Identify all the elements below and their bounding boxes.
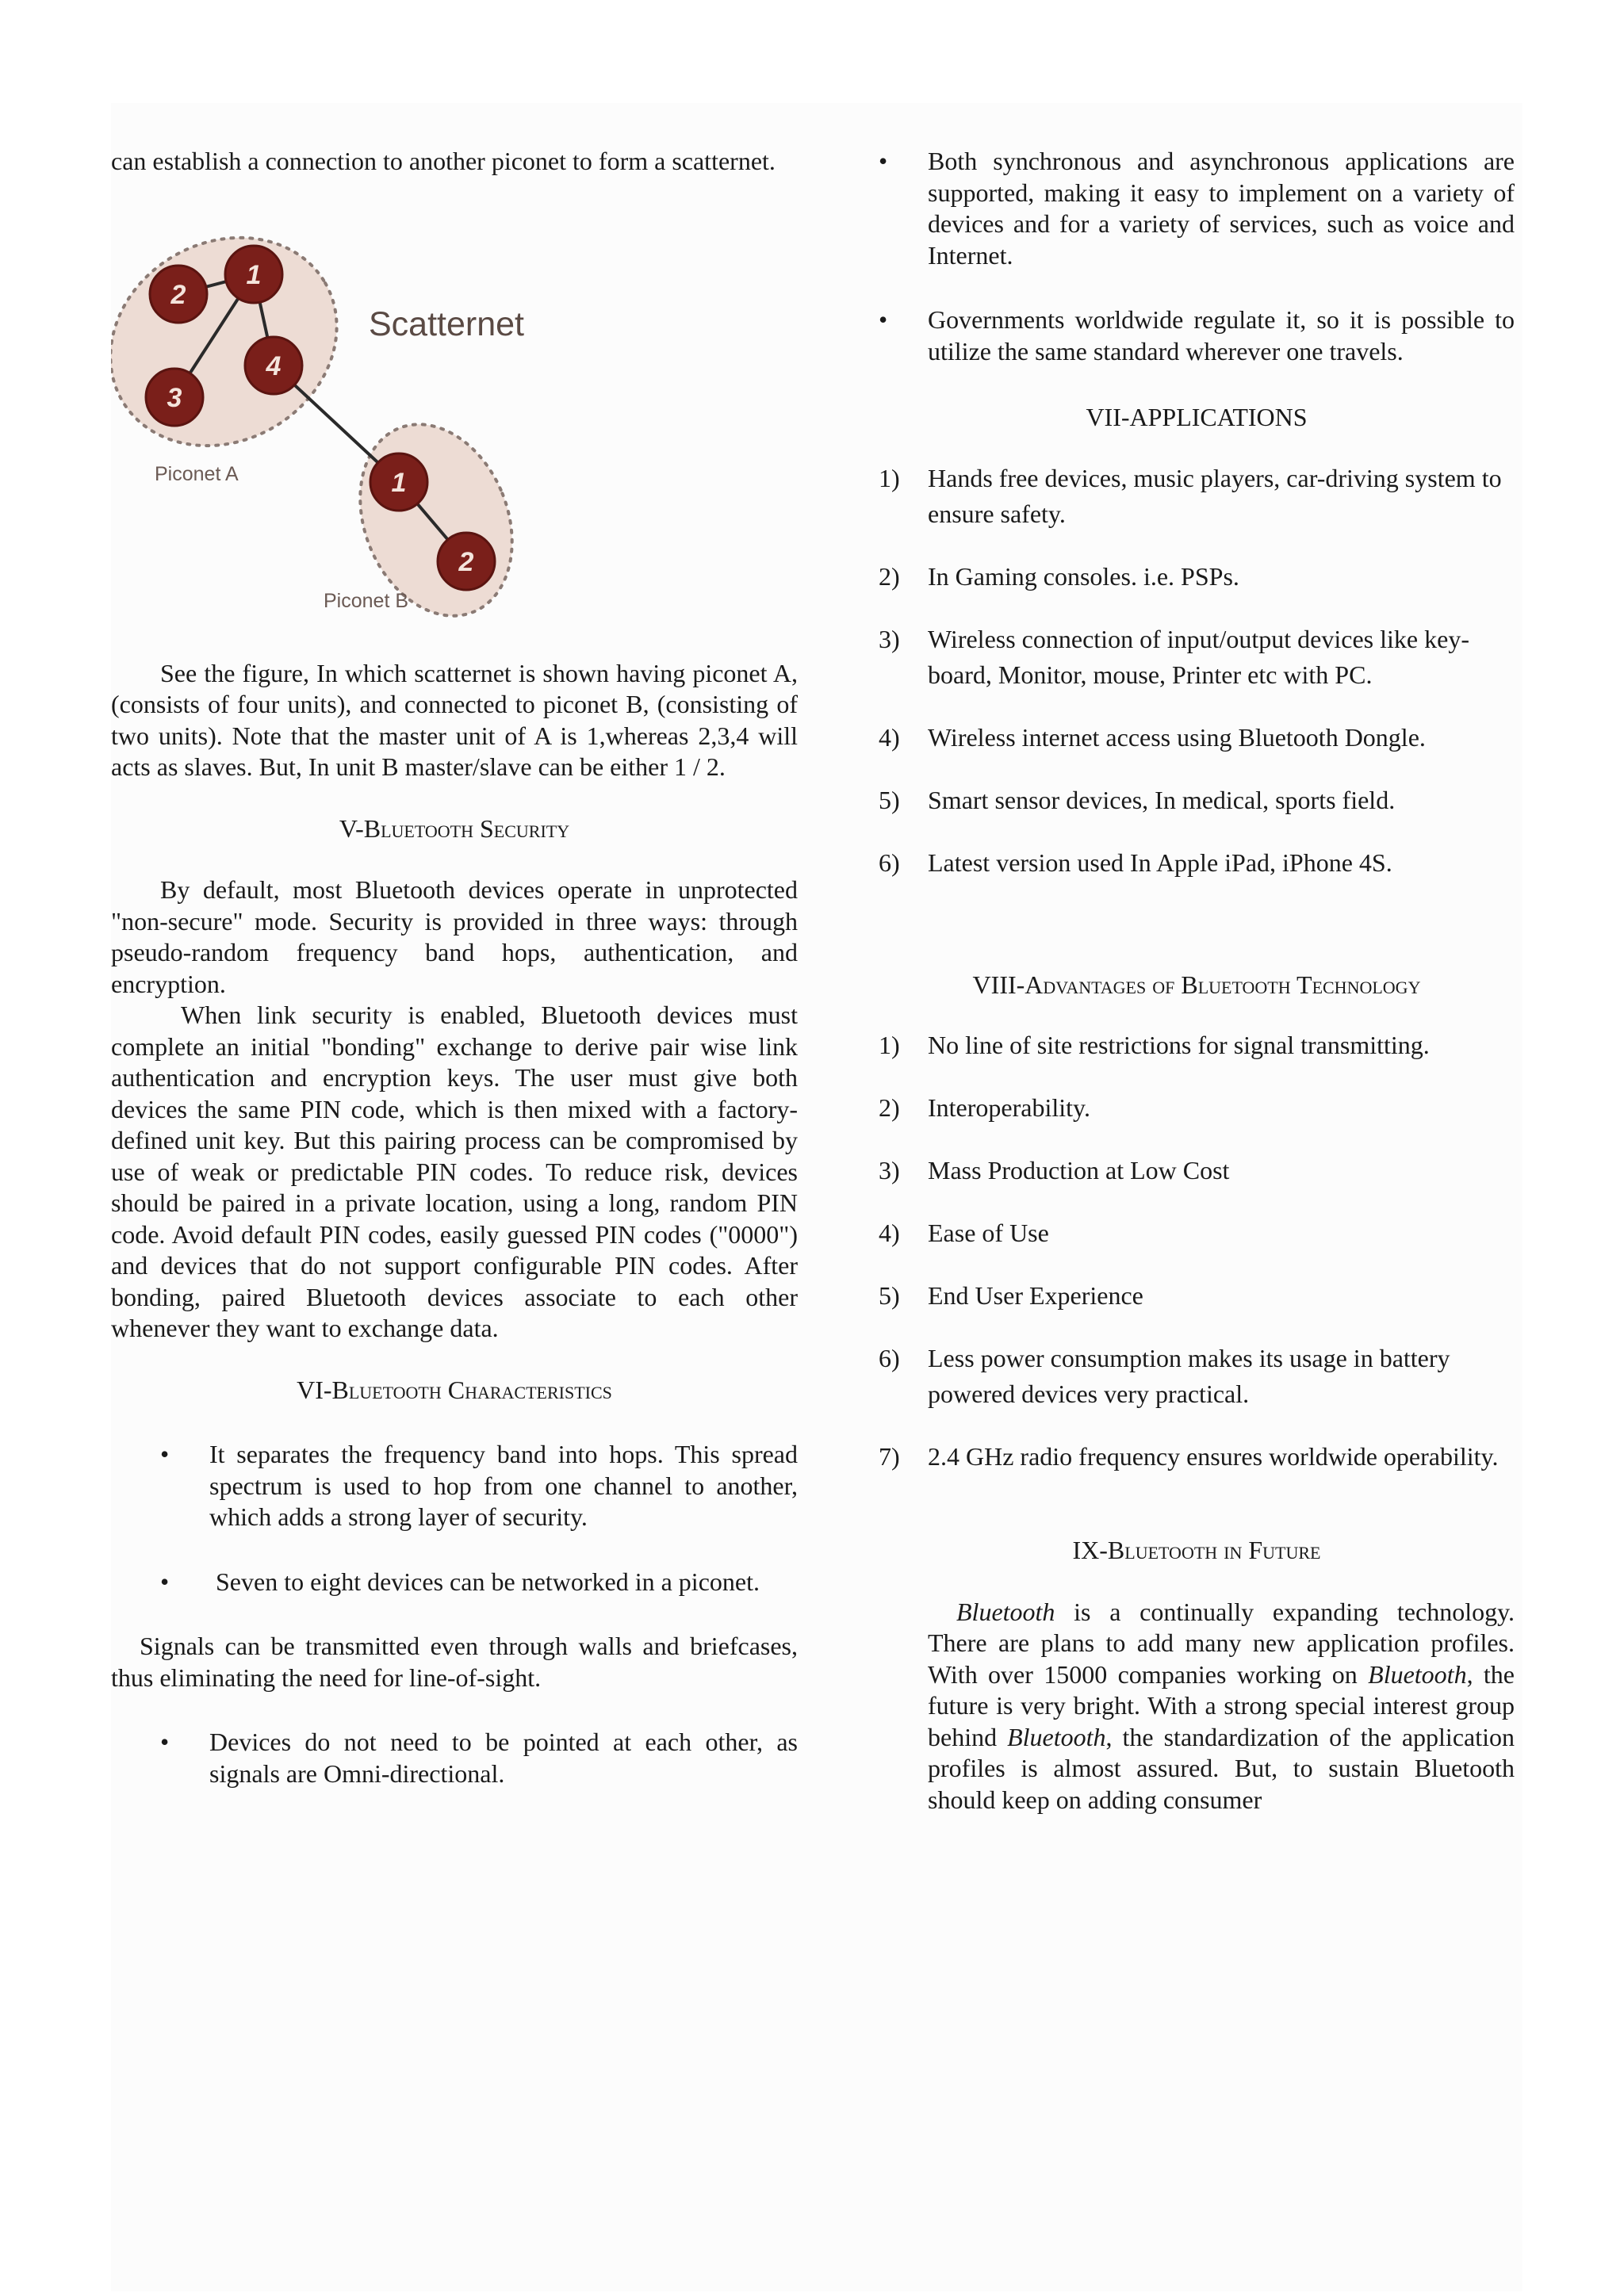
list-item bbox=[879, 1278, 1515, 1314]
list-item bbox=[879, 1341, 1515, 1412]
list-item bbox=[879, 783, 1515, 818]
future-heading bbox=[879, 1535, 1515, 1567]
future-em-3: Bluetooth bbox=[1007, 1722, 1106, 1751]
scatternet-diagram bbox=[111, 211, 555, 623]
list-item bbox=[879, 559, 1515, 595]
security-heading-prefix: V-B bbox=[339, 813, 381, 843]
list-item bbox=[879, 1153, 1515, 1188]
characteristics-heading-rest: luetooth Characteristics bbox=[348, 1375, 612, 1404]
bullet-icon: • bbox=[879, 147, 888, 175]
list-item bbox=[879, 720, 1515, 756]
advantages-heading-rest: dvantages of Bluetooth Technology bbox=[1043, 970, 1421, 999]
list-item bbox=[879, 1215, 1515, 1251]
list-number: 5) bbox=[879, 785, 900, 814]
list-item bbox=[879, 1439, 1515, 1475]
list-number: 1) bbox=[879, 463, 900, 492]
node-b1-label: 1 bbox=[391, 467, 407, 498]
list-number: 6) bbox=[879, 848, 900, 877]
list-number: 4) bbox=[879, 722, 900, 752]
list-item bbox=[111, 1727, 798, 1789]
characteristics-list bbox=[111, 1439, 798, 1598]
future-paragraph bbox=[928, 1597, 1515, 1816]
list-item bbox=[879, 1090, 1515, 1126]
future-text-3: , the standardization of the application profiles is almost assured. But, to sustain Bluetooth should keep on adding consumer bbox=[928, 1722, 1515, 1814]
list-item-text: It separates the frequency band into hops. This spread spectrum is used to hop from one channel to another, which adds a strong layer of security. bbox=[209, 1440, 798, 1531]
characteristics-list-2 bbox=[111, 1727, 798, 1789]
node-a3-label: 3 bbox=[167, 382, 182, 413]
list-item-text: Hands free devices, music players, car-driving system to ensure safety. bbox=[928, 463, 1502, 528]
node-a2-label: 2 bbox=[170, 279, 186, 310]
bullet-icon: • bbox=[160, 1567, 170, 1596]
advantages-list bbox=[879, 1027, 1515, 1475]
future-em-1: Bluetooth bbox=[956, 1597, 1055, 1626]
advantages-heading bbox=[879, 970, 1515, 1001]
list-item-text: Latest version used In Apple iPad, iPhone 4S. bbox=[928, 848, 1392, 877]
list-item-text: No line of site restrictions for signal transmitting. bbox=[928, 1031, 1430, 1059]
signals-paragraph: Signals can be transmitted even through walls and briefcases, thus eliminating the need for line-of-sight. bbox=[111, 1632, 798, 1692]
security-paragraph-1: By default, most Bluetooth devices operate in unprotected "non-secure" mode. Security is provided in three ways: through pseudo-random frequency band hops, authentication, and encryption. bbox=[111, 875, 798, 998]
list-item-text: Wireless connection of input/output devices like key-board, Monitor, mouse, Printer etc with PC. bbox=[928, 624, 1469, 689]
list-number: 3) bbox=[879, 624, 900, 653]
list-item-text: Governments worldwide regulate it, so it is possible to utilize the same standard wherever one travels. bbox=[928, 305, 1515, 365]
list-item bbox=[879, 845, 1515, 881]
list-item bbox=[879, 461, 1515, 532]
list-number: 1) bbox=[879, 1031, 900, 1059]
node-a4-label: 4 bbox=[266, 350, 282, 381]
list-item-text: Ease of Use bbox=[928, 1219, 1049, 1247]
future-heading-prefix: IX-B bbox=[1072, 1536, 1125, 1564]
list-item bbox=[879, 1027, 1515, 1063]
list-item-text: Both synchronous and asynchronous applications are supported, making it easy to implement on a variety of devices and for a variety of services, such as voice and Internet. bbox=[928, 147, 1515, 270]
bullet-icon: • bbox=[879, 305, 888, 334]
list-item-text: End User Experience bbox=[928, 1281, 1143, 1310]
applications-list bbox=[879, 461, 1515, 881]
list-item bbox=[111, 1439, 798, 1533]
list-item-text: Devices do not need to be pointed at each other, as signals are Omni-directional. bbox=[209, 1728, 798, 1788]
list-item bbox=[879, 304, 1515, 367]
right-column bbox=[879, 146, 1515, 1816]
figure-caption: See the figure, In which scatternet is shown having piconet A, (consists of four units), and connected to piconet B, (consisting of two units). Note that the master unit of A is 1,whereas 2,3,4 will acts as slaves. But, In unit B master/slave can be either 1 / 2. bbox=[111, 658, 798, 781]
characteristics-list-cont bbox=[879, 146, 1515, 367]
list-item-text: 2.4 GHz radio frequency ensures worldwide operability. bbox=[928, 1442, 1499, 1471]
list-item-text: Interoperability. bbox=[928, 1093, 1090, 1122]
list-number: 2) bbox=[879, 1093, 900, 1122]
list-item bbox=[879, 146, 1515, 271]
characteristics-heading-prefix: VI-B bbox=[297, 1375, 349, 1404]
list-item-text: Seven to eight devices can be networked in a piconet. bbox=[216, 1567, 760, 1596]
list-item-text: In Gaming consoles. i.e. PSPs. bbox=[928, 561, 1239, 591]
list-number: 2) bbox=[879, 561, 900, 591]
node-b2-label: 2 bbox=[458, 546, 474, 577]
future-em-2: Bluetooth bbox=[1368, 1659, 1467, 1689]
list-number: 3) bbox=[879, 1156, 900, 1184]
list-item-text: Smart sensor devices, In medical, sports field. bbox=[928, 785, 1396, 814]
security-heading-rest: luetooth Security bbox=[381, 813, 570, 843]
future-heading-rest: luetooth in Future bbox=[1124, 1536, 1321, 1564]
security-heading bbox=[111, 813, 798, 845]
list-item-text: Wireless internet access using Bluetooth Dongle. bbox=[928, 722, 1426, 752]
list-item-text: Less power consumption makes its usage in battery powered devices very practical. bbox=[928, 1344, 1450, 1408]
list-number: 7) bbox=[879, 1442, 900, 1471]
future-text-1: is a continually expanding technology. There are plans to add many new application profiles. With over 15000 companies working on bbox=[928, 1597, 1515, 1689]
applications-heading: VII-APPLICATIONS bbox=[1086, 403, 1308, 431]
node-a1-label: 1 bbox=[246, 259, 262, 290]
list-item bbox=[879, 622, 1515, 693]
bullet-icon: • bbox=[160, 1440, 170, 1468]
list-number: 6) bbox=[879, 1344, 900, 1372]
piconet-a-label: Piconet A bbox=[155, 462, 239, 485]
left-column bbox=[111, 146, 798, 1789]
list-item bbox=[111, 1567, 798, 1598]
security-paragraph-2: When link security is enabled, Bluetooth devices must complete an initial "bonding" exchange to derive pair wise link authentication and encryption keys. The user must give both devices the same PIN code, which is then mixed with a factory-defined unit key. But this pairing process can be compromised by use of weak or predictable PIN codes. To reduce risk, devices should be paired in a private location, using a long, random PIN code. Avoid default PIN codes, easily guessed PIN codes ("0000") and devices that do not support configurable PIN codes. After bonding, paired Bluetooth devices associate to each other whenever they want to exchange data. bbox=[111, 1001, 798, 1342]
list-number: 4) bbox=[879, 1219, 900, 1247]
scatternet-figure bbox=[111, 211, 555, 623]
future-text-2: , the future is very bright. With a strong special interest group behind bbox=[928, 1659, 1515, 1751]
list-number: 5) bbox=[879, 1281, 900, 1310]
characteristics-heading bbox=[111, 1375, 798, 1406]
bullet-icon: • bbox=[160, 1728, 170, 1756]
scatternet-title: Scatternet bbox=[369, 304, 524, 343]
piconet-b-label: Piconet B bbox=[324, 589, 409, 612]
intro-paragraph: can establish a connection to another piconet to form a scatternet. bbox=[111, 147, 776, 175]
list-item-text: Mass Production at Low Cost bbox=[928, 1156, 1230, 1184]
advantages-heading-prefix: VIII-A bbox=[972, 970, 1044, 999]
